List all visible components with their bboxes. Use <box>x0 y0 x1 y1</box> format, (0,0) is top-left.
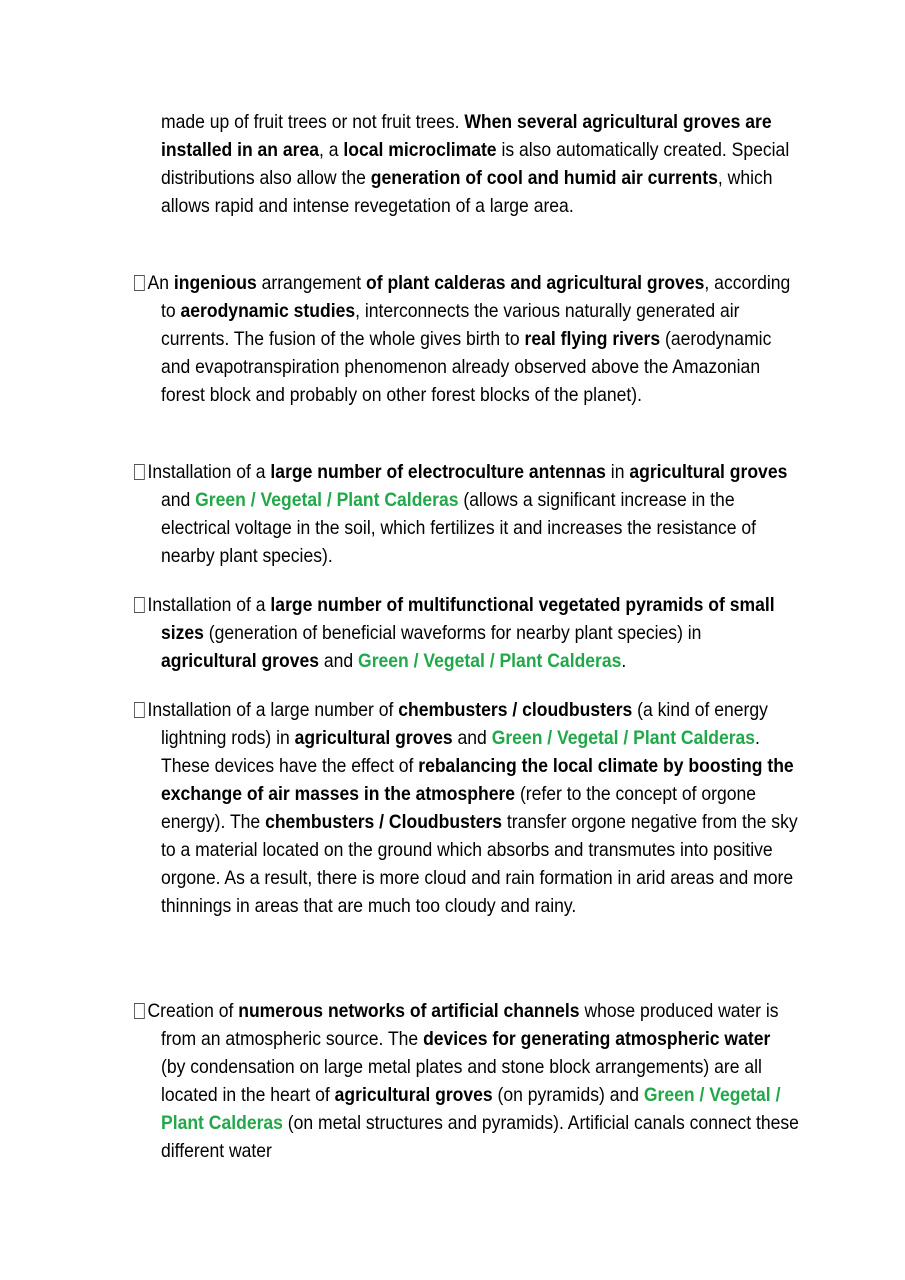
body-text: and <box>161 489 196 511</box>
body-text: , according to <box>161 272 791 322</box>
body-text: (by condensation on large metal plates and stone block arrangements) are all located in the heart of <box>161 1056 762 1106</box>
body-text: , which allows rapid and intense revegetation of a large area. <box>161 167 773 217</box>
paragraph-bullet-aerodynamic <box>134 269 799 409</box>
bold-text: agricultural groves <box>294 727 453 749</box>
bold-text: rebalancing the local climate by boosting the exchange of air masses in the atmosphere <box>161 755 794 805</box>
body-text: Creation of <box>147 1000 239 1022</box>
body-text: in <box>605 461 630 483</box>
bold-text: numerous networks of artificial channels <box>238 1000 580 1022</box>
bold-text: local microclimate <box>343 139 497 161</box>
paragraph-bullet-pyramids <box>134 591 799 675</box>
missing-glyph-box-icon <box>134 275 145 291</box>
bold-text: generation of cool and humid air currents <box>370 167 718 189</box>
highlight-term: Green / Vegetal / Plant Calderas <box>161 1084 781 1134</box>
paragraph-intro-continuation <box>134 108 799 220</box>
body-text: (refer to the concept of orgone energy). The <box>161 783 757 833</box>
paragraph-text <box>134 269 799 409</box>
highlight-term: Green / Vegetal / Plant Calderas <box>195 489 459 511</box>
paragraph-text <box>134 458 799 570</box>
body-text: An <box>147 272 174 294</box>
body-text: and <box>452 727 492 749</box>
body-text: (on metal structures and pyramids). Artificial canals connect these different water <box>161 1112 799 1162</box>
missing-glyph-box-icon <box>134 464 145 480</box>
body-text: and <box>319 650 359 672</box>
highlight-term: Green / Vegetal / Plant Calderas <box>491 727 756 749</box>
bold-text: of plant calderas and agricultural groves <box>366 272 705 294</box>
missing-glyph-box-icon <box>134 597 145 613</box>
body-text: (allows a significant increase in the electrical voltage in the soil, which fertilizes it and increases the resistance of nearby plant species). <box>161 489 757 567</box>
bold-text: agricultural groves <box>161 650 320 672</box>
body-text: (a kind of energy lightning rods) in <box>161 699 768 749</box>
bold-text: large number of electroculture antennas <box>270 461 606 483</box>
missing-glyph-box-icon <box>134 702 145 718</box>
body-text: (on pyramids) and <box>492 1084 644 1106</box>
bold-text: large number of multifunctional vegetated pyramids of small sizes <box>161 594 775 644</box>
body-text: transfer orgone negative from the sky to a material located on the ground which absorbs and transmutes into positive orgone. As a result, there is more cloud and rain formation in arid areas and more thinnings in areas that are much too cloudy and rainy. <box>161 811 798 917</box>
bold-text: chembusters / Cloudbusters <box>265 811 503 833</box>
paragraph-bullet-electroculture <box>134 458 799 570</box>
body-text: , a <box>319 139 344 161</box>
paragraph-bullet-channels <box>134 997 799 1165</box>
bold-text: chembusters / cloudbusters <box>398 699 633 721</box>
bold-text: When several agricultural groves are installed in an area <box>161 111 772 161</box>
body-text: (generation of beneficial waveforms for nearby plant species) in <box>203 622 702 644</box>
bold-text: aerodynamic studies <box>180 300 356 322</box>
highlight-term: Green / Vegetal / Plant Calderas <box>358 650 622 672</box>
body-text: made up of fruit trees or not fruit trees. <box>161 111 465 133</box>
bold-text: agricultural groves <box>629 461 788 483</box>
body-text: whose produced water is from an atmospheric source. The <box>161 1000 779 1050</box>
body-text: Installation of a <box>147 594 271 616</box>
body-text: is also automatically created. Special distributions also allow the <box>161 139 790 189</box>
body-text: , interconnects the various naturally generated air currents. The fusion of the whole gives birth to <box>161 300 740 350</box>
missing-glyph-box-icon <box>134 1003 145 1019</box>
bold-text: agricultural groves <box>334 1084 493 1106</box>
body-text: Installation of a <box>147 461 271 483</box>
paragraph-text <box>134 108 799 220</box>
paragraph-text <box>134 696 799 920</box>
paragraph-bullet-chembusters <box>134 696 799 920</box>
paragraph-text <box>134 997 799 1165</box>
body-text: (aerodynamic and evapotranspiration phenomenon already observed above the Amazonian forest block and probably on other forest blocks of the planet). <box>161 328 772 406</box>
body-text: . These devices have the effect of <box>161 727 760 777</box>
paragraph-text <box>134 591 799 675</box>
body-text: . <box>621 650 627 672</box>
body-text: arrangement <box>256 272 367 294</box>
bold-text: ingenious <box>173 272 257 294</box>
body-text: Installation of a large number of <box>147 699 399 721</box>
bold-text: real flying rivers <box>524 328 661 350</box>
bold-text: devices for generating atmospheric water <box>423 1028 771 1050</box>
